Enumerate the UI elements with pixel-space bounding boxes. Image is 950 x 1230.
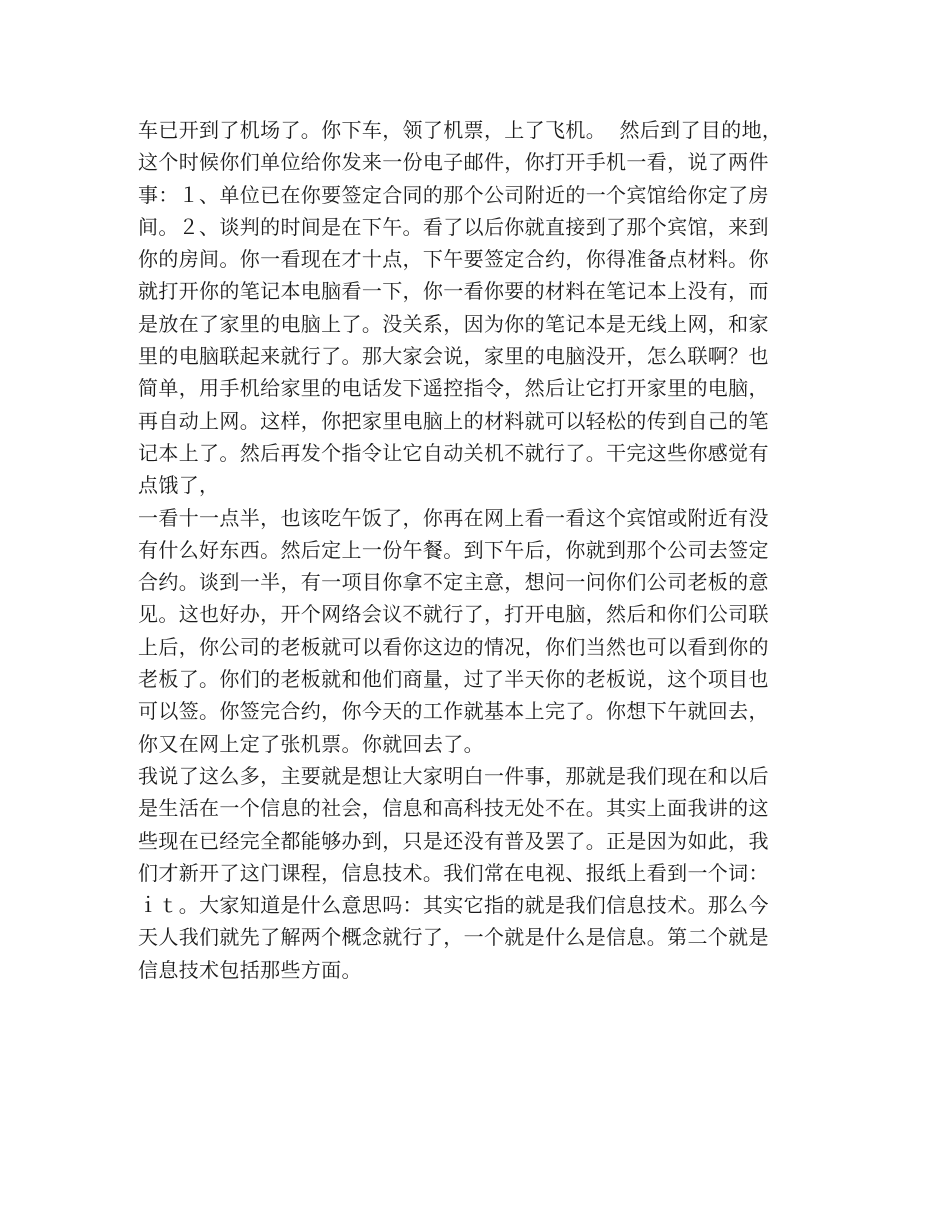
text-line: 可以签。你签完合约，你今天的工作就基本上完了。你想下午就回去， xyxy=(138,699,769,724)
text-line: 上后，你公司的老板就可以看你这边的情况，你们当然也可以看到你的 xyxy=(138,634,769,659)
text-line: 你的房间。你一看现在才十点，下午要签定合约，你得准备点材料。你 xyxy=(138,247,769,272)
text-line: 是生活在一个信息的社会，信息和高科技无处不在。其实上面我讲的这 xyxy=(138,796,769,821)
text-line: 点饿了， xyxy=(138,473,220,498)
document-body xyxy=(138,114,828,986)
text-line: 你又在网上定了张机票。你就回去了。 xyxy=(138,731,484,756)
text-line: ｉｔ。大家知道是什么意思吗：其实它指的就是我们信息技术。那么今 xyxy=(138,893,769,918)
text-line: 里的电脑联起来就行了。那大家会说，家里的电脑没开，怎么联啊？也 xyxy=(138,344,769,369)
text-line: 些现在已经完全都能够办到，只是还没有普及罢了。正是因为如此，我 xyxy=(138,828,769,853)
text-line: 间。２、谈判的时间是在下午。看了以后你就直接到了那个宾馆，来到 xyxy=(138,214,769,239)
text-line: 有什么好东西。然后定上一份午餐。到下午后，你就到那个公司去签定 xyxy=(138,537,769,562)
text-line: 是放在了家里的电脑上了。没关系，因为你的笔记本是无线上网，和家 xyxy=(138,311,769,336)
text-line: 就打开你的笔记本电脑看一下，你一看你要的材料在笔记本上没有，而 xyxy=(138,279,769,304)
text-line: 一看十一点半，也该吃午饭了，你再在网上看一看这个宾馆或附近有没 xyxy=(138,505,769,530)
text-line: 我说了这么多，主要就是想让大家明白一件事，那就是我们现在和以后 xyxy=(138,763,769,788)
text-line: 再自动上网。这样，你把家里电脑上的材料就可以轻松的传到自己的笔 xyxy=(138,408,769,433)
text-line: 见。这也好办，开个网络会议不就行了，打开电脑，然后和你们公司联 xyxy=(138,602,769,627)
text-line: 天人我们就先了解两个概念就行了，一个就是什么是信息。第二个就是 xyxy=(138,925,769,950)
text-line: 老板了。你们的老板就和他们商量，过了半天你的老板说，这个项目也 xyxy=(138,667,769,692)
text-line: 车已开到了机场了。你下车，领了机票，上了飞机。 然后到了目的地， xyxy=(138,118,783,142)
text-line: 合约。谈到一半，有一项目你拿不定主意，想问一问你们公司老板的意 xyxy=(138,570,769,595)
text-line: 简单，用手机给家里的电话发下遥控指令，然后让它打开家里的电脑， xyxy=(138,376,769,401)
text-line: 这个时候你们单位给你发来一份电子邮件，你打开手机一看，说了两件 xyxy=(138,150,769,175)
text-line: 们才新开了这门课程，信息技术。我们常在电视、报纸上看到一个词： xyxy=(138,860,769,885)
text-line: 事：１、单位已在你要签定合同的那个公司附近的一个宾馆给你定了房 xyxy=(138,182,769,207)
text-line: 记本上了。然后再发个指令让它自动关机不就行了。干完这些你感觉有 xyxy=(138,440,769,465)
text-line: 信息技术包括那些方面。 xyxy=(138,957,362,982)
